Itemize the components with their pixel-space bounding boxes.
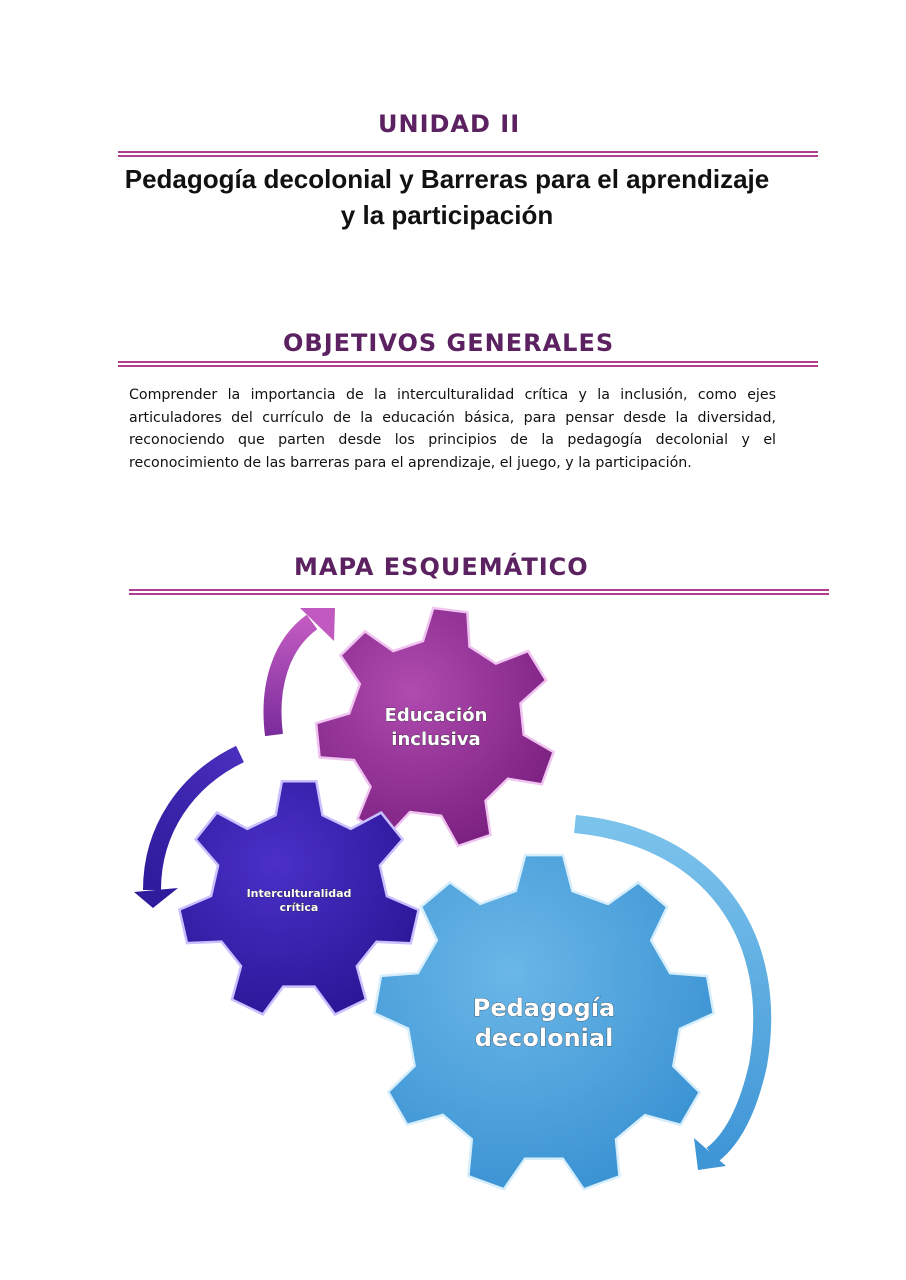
objectives-text: Comprender la importancia de la interculturalidad crítica y la inclusión, como ejes articuladores del currículo de la educación básica, para pensar desde la diversidad, reconociendo que parten desde los principios de la pedagogía decolonial y el reconocimiento de las barreras para el aprendizaje, el juego, y la participación. [129, 387, 776, 471]
gear-label-2-line-2: crítica [279, 901, 319, 914]
unit-subtitle-line-2: y la participación [340, 200, 554, 230]
gear-label-2-line-1: Interculturalidad [246, 887, 352, 900]
unit-title-rule [118, 151, 818, 157]
schematic-map-diagram [0, 595, 906, 1215]
unit-title: UNIDAD II [378, 110, 521, 138]
gear-label-3-line-1: Pedagogía [472, 994, 616, 1022]
objectives-rule [118, 361, 818, 367]
unit-subtitle-line-1: Pedagogía decolonial y Barreras para el aprendizaje [124, 164, 770, 194]
objectives-heading: OBJETIVOS GENERALES [283, 329, 615, 357]
gear-label-1-line-2: inclusiva [391, 729, 481, 750]
arrow-purple-icon [273, 608, 335, 735]
gear-label-1-line-1: Educación [384, 705, 488, 726]
map-heading: MAPA ESQUEMÁTICO [294, 553, 589, 581]
gear-label-3-line-2: decolonial [474, 1024, 614, 1052]
gear-pedagogia-decolonial [374, 855, 713, 1189]
gear-educacion-inclusiva [316, 608, 553, 846]
